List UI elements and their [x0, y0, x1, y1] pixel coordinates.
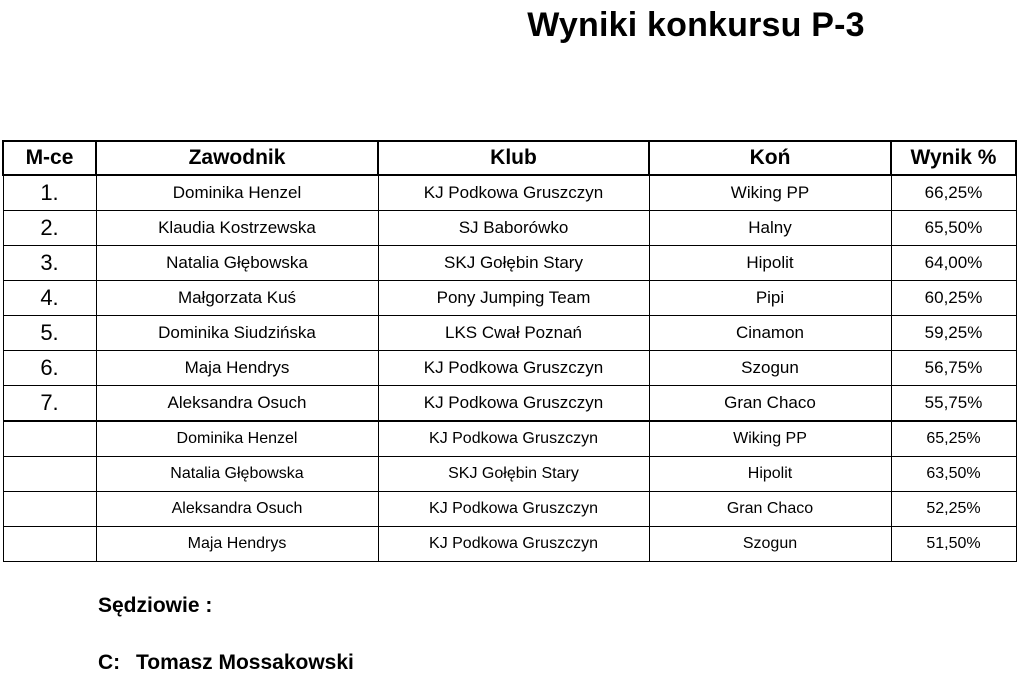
cell-rider: Dominika Siudzińska	[96, 316, 378, 351]
cell-place: 3.	[3, 246, 96, 281]
cell-horse: Pipi	[649, 281, 891, 316]
cell-place	[3, 457, 96, 492]
cell-horse: Szogun	[649, 351, 891, 386]
table-row	[3, 211, 1016, 246]
cell-rider: Natalia Głębowska	[96, 457, 378, 492]
cell-score: 65,25%	[891, 421, 1016, 457]
cell-horse: Szogun	[649, 527, 891, 562]
cell-club: SKJ Gołębin Stary	[378, 457, 649, 492]
cell-club: KJ Podkowa Gruszczyn	[378, 527, 649, 562]
cell-club: KJ Podkowa Gruszczyn	[378, 175, 649, 211]
table-row	[3, 246, 1016, 281]
cell-rider: Natalia Głębowska	[96, 246, 378, 281]
header-club: Klub	[378, 141, 649, 175]
table-row	[3, 351, 1016, 386]
cell-club: KJ Podkowa Gruszczyn	[378, 421, 649, 457]
cell-rider: Dominika Henzel	[96, 175, 378, 211]
cell-club: KJ Podkowa Gruszczyn	[378, 386, 649, 422]
cell-score: 51,50%	[891, 527, 1016, 562]
cell-club: LKS Cwał Poznań	[378, 316, 649, 351]
cell-rider: Aleksandra Osuch	[96, 386, 378, 422]
table-row	[3, 457, 1016, 492]
cell-place: 1.	[3, 175, 96, 211]
cell-score: 56,75%	[891, 351, 1016, 386]
judge-name: Tomasz Mossakowski	[136, 651, 354, 674]
table-row	[3, 421, 1016, 457]
header-score: Wynik %	[891, 141, 1016, 175]
table-row	[3, 316, 1016, 351]
cell-rider: Maja Hendrys	[96, 527, 378, 562]
cell-place: 6.	[3, 351, 96, 386]
cell-rider: Małgorzata Kuś	[96, 281, 378, 316]
cell-place	[3, 527, 96, 562]
results-table	[2, 140, 1017, 562]
cell-club: SJ Baborówko	[378, 211, 649, 246]
cell-score: 59,25%	[891, 316, 1016, 351]
cell-score: 55,75%	[891, 386, 1016, 422]
judges-label: Sędziowie :	[98, 594, 213, 617]
cell-place: 2.	[3, 211, 96, 246]
cell-club: KJ Podkowa Gruszczyn	[378, 351, 649, 386]
cell-score: 65,50%	[891, 211, 1016, 246]
table-row	[3, 175, 1016, 211]
table-row	[3, 386, 1016, 422]
cell-score: 64,00%	[891, 246, 1016, 281]
judge-entry	[98, 651, 354, 675]
cell-place: 4.	[3, 281, 96, 316]
cell-place	[3, 492, 96, 527]
table-row	[3, 527, 1016, 562]
cell-rider: Klaudia Kostrzewska	[96, 211, 378, 246]
cell-score: 63,50%	[891, 457, 1016, 492]
header-horse: Koń	[649, 141, 891, 175]
cell-score: 66,25%	[891, 175, 1016, 211]
cell-rider: Maja Hendrys	[96, 351, 378, 386]
cell-rider: Aleksandra Osuch	[96, 492, 378, 527]
cell-horse: Hipolit	[649, 457, 891, 492]
table-row	[3, 492, 1016, 527]
cell-horse: Wiking PP	[649, 421, 891, 457]
cell-horse: Wiking PP	[649, 175, 891, 211]
page-title: Wyniki konkursu P-3	[527, 6, 865, 44]
cell-rider: Dominika Henzel	[96, 421, 378, 457]
cell-score: 52,25%	[891, 492, 1016, 527]
cell-horse: Halny	[649, 211, 891, 246]
cell-horse: Gran Chaco	[649, 492, 891, 527]
cell-place: 5.	[3, 316, 96, 351]
table-row	[3, 281, 1016, 316]
cell-score: 60,25%	[891, 281, 1016, 316]
cell-club: Pony Jumping Team	[378, 281, 649, 316]
cell-place: 7.	[3, 386, 96, 422]
cell-horse: Cinamon	[649, 316, 891, 351]
cell-horse: Hipolit	[649, 246, 891, 281]
judge-position: C:	[98, 651, 121, 674]
cell-place	[3, 421, 96, 457]
cell-club: KJ Podkowa Gruszczyn	[378, 492, 649, 527]
cell-club: SKJ Gołębin Stary	[378, 246, 649, 281]
header-rider: Zawodnik	[96, 141, 378, 175]
header-place: M-ce	[3, 141, 96, 175]
table-header-row	[3, 141, 1016, 175]
cell-horse: Gran Chaco	[649, 386, 891, 422]
